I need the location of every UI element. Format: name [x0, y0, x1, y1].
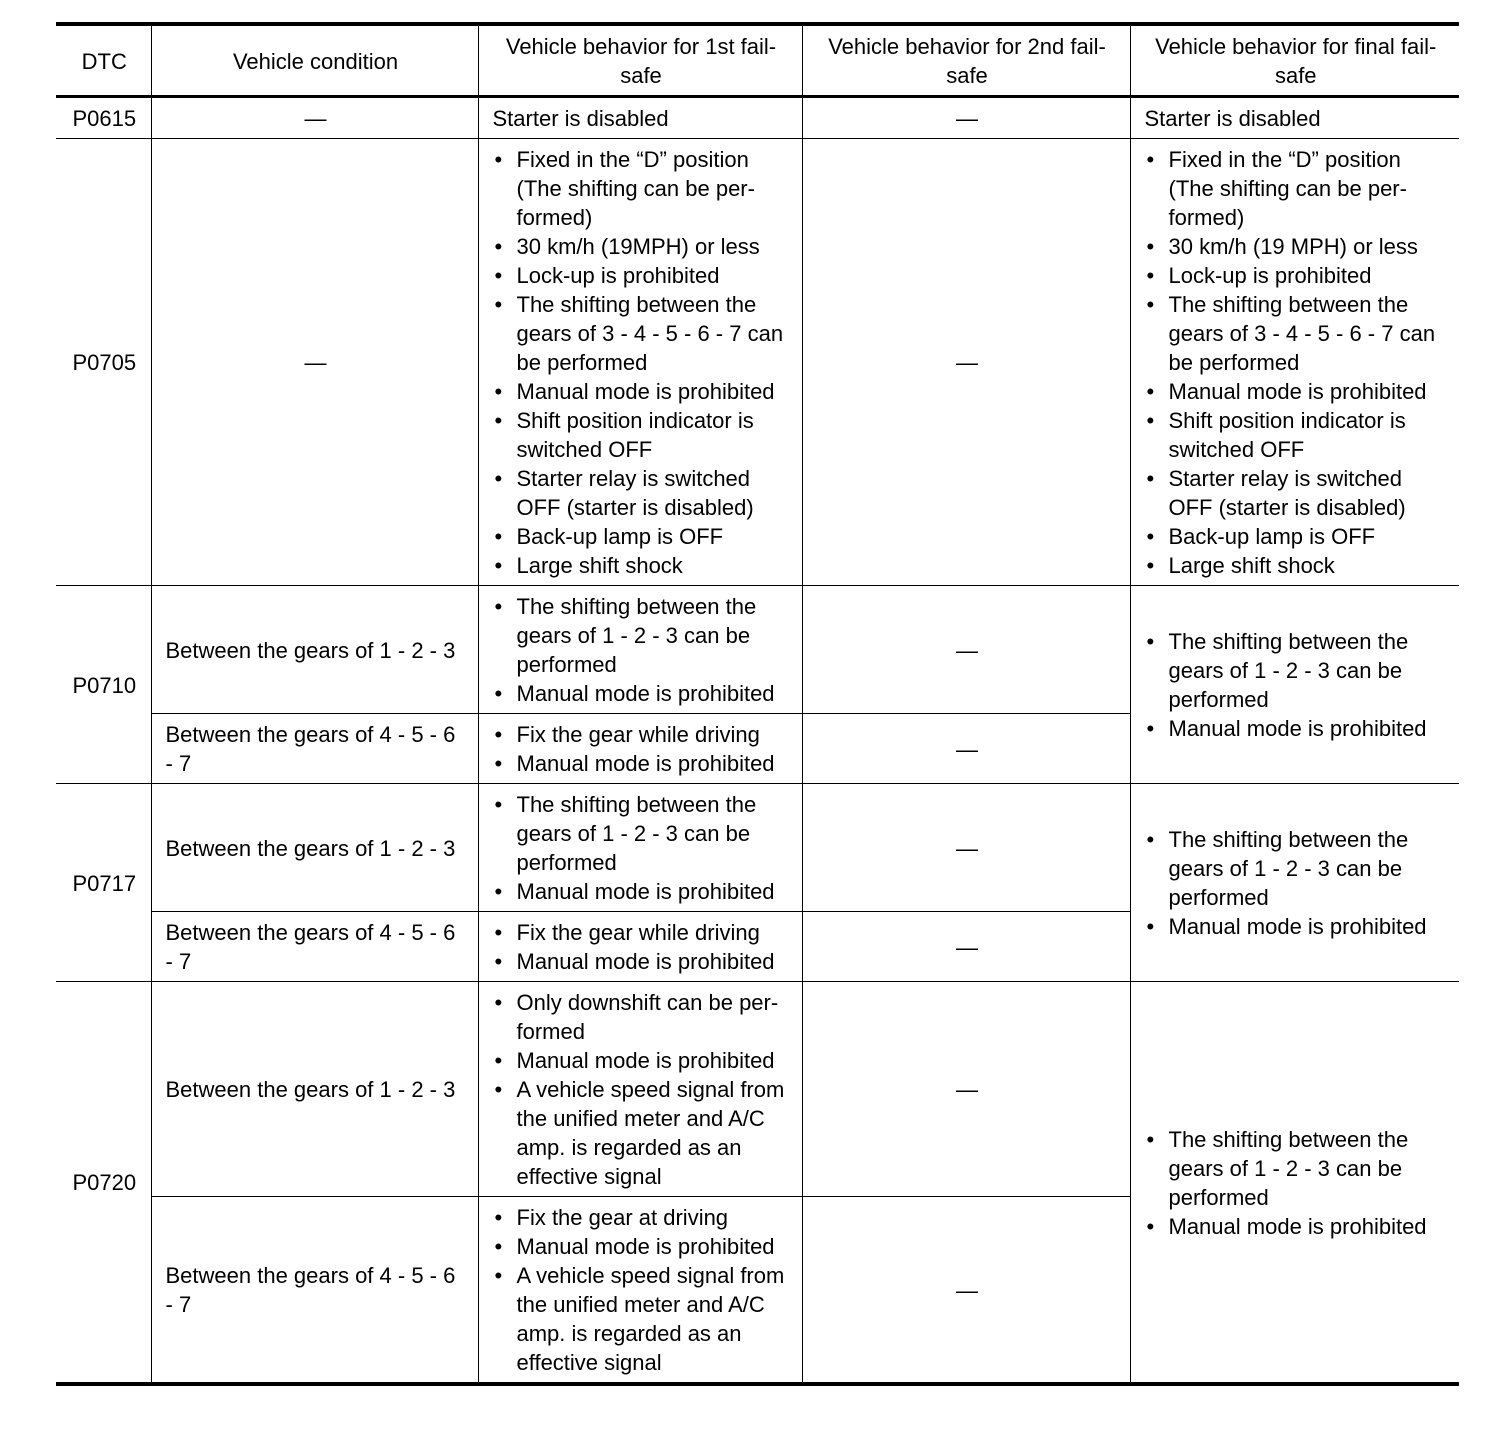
- first-fail-safe-cell: [478, 586, 802, 714]
- header-dtc: DTC: [56, 24, 151, 97]
- bullet-item: • Shift position indicator is switched OFF: [1145, 406, 1448, 464]
- bullet-list: [1145, 825, 1448, 941]
- table-row-p0717-low: [56, 784, 1459, 912]
- empty-dash: —: [802, 784, 1130, 912]
- first-fail-safe-cell: [478, 912, 802, 982]
- final-fail-safe-cell: [1130, 784, 1459, 982]
- bullet-list: [1145, 1125, 1448, 1241]
- first-fail-safe-cell: [478, 784, 802, 912]
- bullet-item: • Manual mode is prohibited: [1145, 1212, 1448, 1241]
- empty-dash: —: [151, 139, 478, 586]
- first-fail-safe-cell: Starter is disabled: [478, 97, 802, 139]
- bullet-item: • Fixed in the “D” position (The shifting can be per-formed): [493, 145, 790, 232]
- dtc-code: P0710: [56, 586, 151, 784]
- final-fail-safe-cell: [1130, 982, 1459, 1385]
- bullet-item: • Manual mode is prohibited: [493, 947, 790, 976]
- bullet-item: • Manual mode is prohibited: [493, 1232, 790, 1261]
- bullet-list: [493, 1203, 790, 1377]
- bullet-item: • Manual mode is prohibited: [1145, 912, 1448, 941]
- bullet-item: • The shifting between the gears of 1 - 2 - 3 can be performed: [493, 592, 790, 679]
- first-fail-safe-cell: [478, 1197, 802, 1385]
- bullet-item: • Only downshift can be per-formed: [493, 988, 790, 1046]
- bullet-item: • Shift position indicator is switched OFF: [493, 406, 790, 464]
- bullet-item: • Manual mode is prohibited: [1145, 377, 1448, 406]
- first-fail-safe-cell: [478, 714, 802, 784]
- first-fail-safe-cell: [478, 982, 802, 1197]
- vehicle-condition-cell: Between the gears of 1 - 2 - 3: [151, 784, 478, 912]
- vehicle-condition-cell: Between the gears of 1 - 2 - 3: [151, 586, 478, 714]
- bullet-item: • Lock-up is prohibited: [1145, 261, 1448, 290]
- bullet-list: [493, 145, 790, 580]
- bullet-list: [493, 790, 790, 906]
- bullet-item: • Manual mode is prohibited: [493, 1046, 790, 1075]
- header-1st-fail-safe: Vehicle behavior for 1st fail-safe: [478, 24, 802, 97]
- bullet-item: • Lock-up is prohibited: [493, 261, 790, 290]
- bullet-item: • Manual mode is prohibited: [493, 749, 790, 778]
- bullet-item: • Back-up lamp is OFF: [1145, 522, 1448, 551]
- bullet-item: • Starter relay is switched OFF (starter is disabled): [1145, 464, 1448, 522]
- bullet-item: • Manual mode is prohibited: [493, 679, 790, 708]
- dtc-code: P0717: [56, 784, 151, 982]
- bullet-item: • The shifting between the gears of 3 - 4 - 5 - 6 - 7 can be performed: [493, 290, 790, 377]
- bullet-item: • Manual mode is prohibited: [493, 377, 790, 406]
- final-fail-safe-cell: Starter is disabled: [1130, 97, 1459, 139]
- bullet-list: [493, 592, 790, 708]
- table-row-p0615: [56, 97, 1459, 139]
- table-row-p0705: [56, 139, 1459, 586]
- fail-safe-table: [56, 22, 1459, 1386]
- empty-dash: —: [802, 912, 1130, 982]
- table-row-p0710-low: [56, 586, 1459, 714]
- empty-dash: —: [802, 982, 1130, 1197]
- vehicle-condition-cell: Between the gears of 4 - 5 - 6 - 7: [151, 912, 478, 982]
- empty-dash: —: [802, 139, 1130, 586]
- empty-dash: —: [802, 1197, 1130, 1385]
- bullet-item: • The shifting between the gears of 3 - 4 - 5 - 6 - 7 can be performed: [1145, 290, 1448, 377]
- bullet-item: • A vehicle speed signal from the unified meter and A/C amp. is regarded as an effective signal: [493, 1261, 790, 1377]
- bullet-item: • Starter relay is switched OFF (starter is disabled): [493, 464, 790, 522]
- header-2nd-fail-safe: Vehicle behavior for 2nd fail-safe: [802, 24, 1130, 97]
- bullet-item: • Fix the gear while driving: [493, 918, 790, 947]
- bullet-item: • 30 km/h (19 MPH) or less: [1145, 232, 1448, 261]
- vehicle-condition-cell: Between the gears of 4 - 5 - 6 - 7: [151, 714, 478, 784]
- bullet-item: • The shifting between the gears of 1 - 2 - 3 can be performed: [493, 790, 790, 877]
- header-row: [56, 24, 1459, 97]
- header-final-fail-safe: Vehicle behavior for final fail-safe: [1130, 24, 1459, 97]
- bullet-item: • The shifting between the gears of 1 - 2 - 3 can be performed: [1145, 825, 1448, 912]
- bullet-item: • Fix the gear at driving: [493, 1203, 790, 1232]
- bullet-item: • The shifting between the gears of 1 - 2 - 3 can be performed: [1145, 627, 1448, 714]
- empty-dash: —: [802, 97, 1130, 139]
- dtc-code: P0705: [56, 139, 151, 586]
- empty-dash: —: [802, 586, 1130, 714]
- bullet-item: • Large shift shock: [493, 551, 790, 580]
- bullet-item: • Fixed in the “D” position (The shifting can be per-formed): [1145, 145, 1448, 232]
- dtc-code: P0615: [56, 97, 151, 139]
- vehicle-condition-cell: Between the gears of 1 - 2 - 3: [151, 982, 478, 1197]
- bullet-item: • A vehicle speed signal from the unified meter and A/C amp. is regarded as an effective signal: [493, 1075, 790, 1191]
- table-row-p0720-low: [56, 982, 1459, 1197]
- bullet-item: • Manual mode is prohibited: [493, 877, 790, 906]
- final-fail-safe-cell: [1130, 586, 1459, 784]
- final-fail-safe-cell: [1130, 139, 1459, 586]
- bullet-item: • 30 km/h (19MPH) or less: [493, 232, 790, 261]
- empty-dash: —: [802, 714, 1130, 784]
- bullet-item: • Large shift shock: [1145, 551, 1448, 580]
- bullet-list: [493, 988, 790, 1191]
- vehicle-condition-cell: Between the gears of 4 - 5 - 6 - 7: [151, 1197, 478, 1385]
- empty-dash: —: [151, 97, 478, 139]
- bullet-item: • Back-up lamp is OFF: [493, 522, 790, 551]
- bullet-list: [493, 720, 790, 778]
- header-vehicle-condition: Vehicle condition: [151, 24, 478, 97]
- bullet-item: • Manual mode is prohibited: [1145, 714, 1448, 743]
- bullet-item: • The shifting between the gears of 1 - 2 - 3 can be performed: [1145, 1125, 1448, 1212]
- bullet-list: [493, 918, 790, 976]
- first-fail-safe-cell: [478, 139, 802, 586]
- bullet-list: [1145, 145, 1448, 580]
- bullet-list: [1145, 627, 1448, 743]
- bullet-item: • Fix the gear while driving: [493, 720, 790, 749]
- dtc-code: P0720: [56, 982, 151, 1385]
